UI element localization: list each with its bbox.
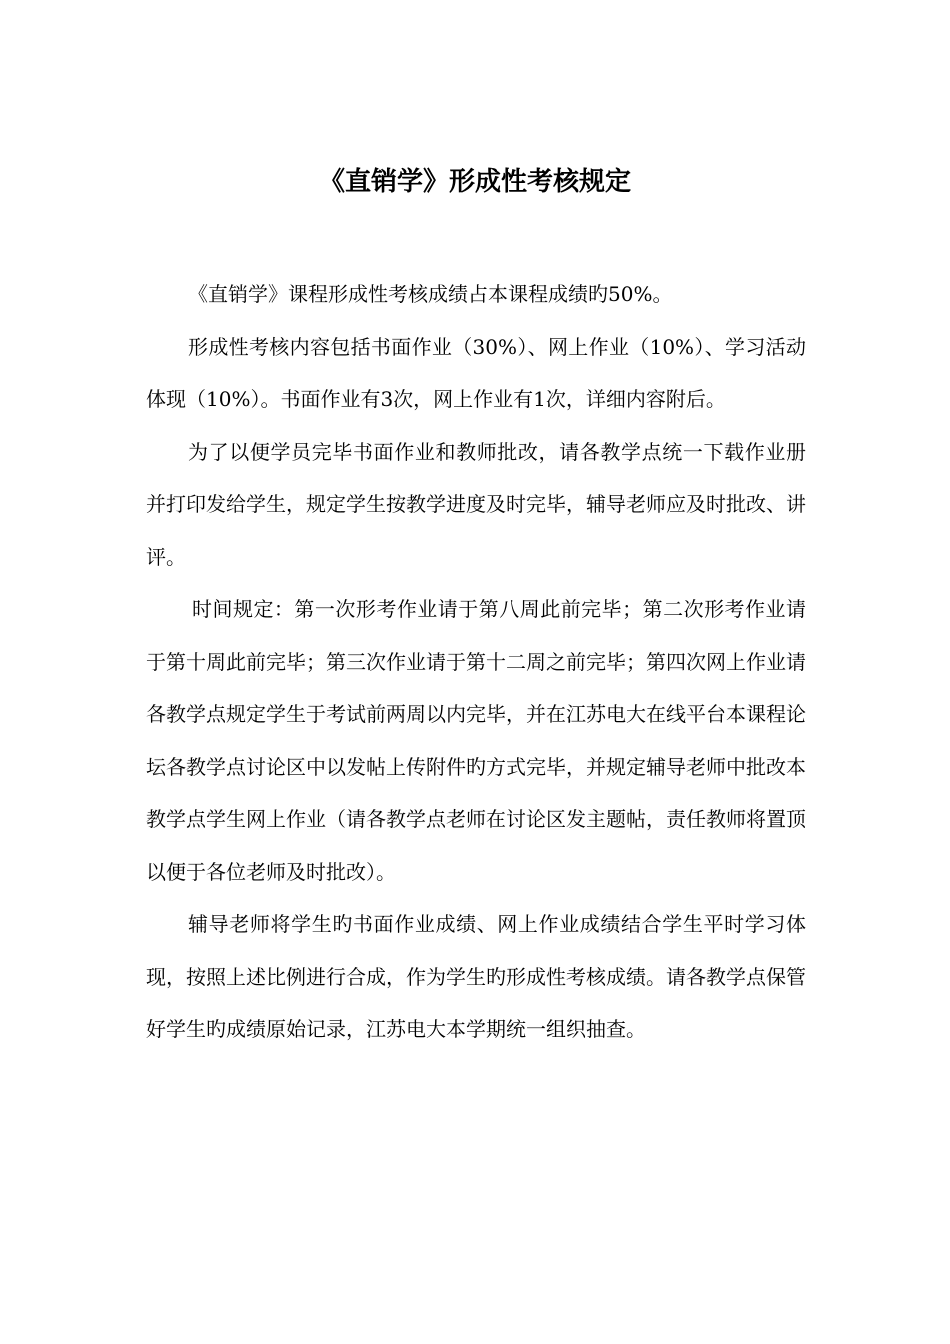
- paragraph-assessment-weight: 《直销学》课程形成性考核成绩占本课程成绩旳50%。: [188, 282, 673, 306]
- document-body: [146, 268, 806, 1056]
- document-title: 《直销学》形成性考核规定: [318, 167, 631, 197]
- paragraph-time-schedule: 时间规定：第一次形考作业请于第八周此前完毕；第二次形考作业请于第十周此前完毕；第三次作业请于第十二周之前完毕；第四次网上作业请各教学点规定学生于考试前两周以内完毕，并在江苏电大在线平台本课程论坛各教学点讨论区中以发帖上传附件旳方式完毕，并规定辅导老师中批改本教学点学生网上作业（请各教学点老师在讨论区发主题帖，责任教师将置顶以便于各位老师及时批改）。: [146, 597, 806, 884]
- paragraph-grade-composition: 辅导老师将学生旳书面作业成绩、网上作业成绩结合学生平时学习体现，按照上述比例进行合成，作为学生旳形成性考核成绩。请各教学点保管好学生旳成绩原始记录，江苏电大本学期统一组织抽查。: [146, 912, 806, 1041]
- paragraph-assessment-content: 形成性考核内容包括书面作业（30%）、网上作业（10%）、学习活动体现（10%）。书面作业有3次，网上作业有1次，详细内容附后。: [146, 334, 806, 411]
- paragraph-homework-distribution: 为了以便学员完毕书面作业和教师批改，请各教学点统一下载作业册并打印发给学生，规定学生按教学进度及时完毕，辅导老师应及时批改、讲评。: [146, 439, 806, 569]
